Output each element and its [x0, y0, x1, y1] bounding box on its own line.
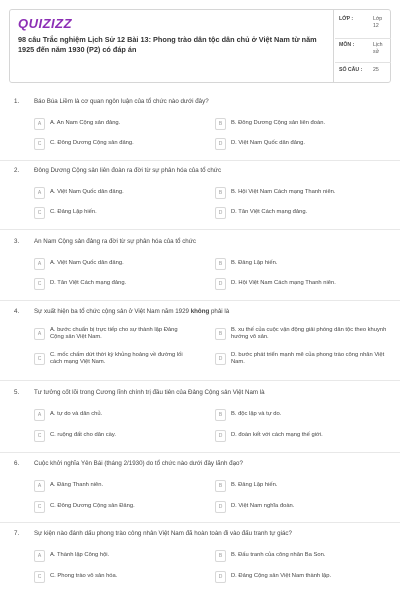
question-divider: [0, 160, 400, 161]
question-text: Cuộc khởi nghĩa Yên Bái (tháng 2/1930) do tổ chức nào dưới đây lãnh đạo?: [34, 460, 243, 467]
question-number: 6.: [14, 460, 20, 467]
question-text-emphasis: không: [190, 308, 210, 315]
option-letter: B: [215, 550, 226, 562]
option-text: A. tự do và dân chủ.: [50, 411, 103, 417]
question-text: [34, 308, 384, 315]
option-text: A. bước chuẩn bị trực tiếp cho sự thành lập Đảng Cộng sản Việt Nam.: [50, 327, 178, 341]
question-number: 1.: [14, 98, 20, 105]
option-text: B. Đảng Lập hiến.: [231, 482, 278, 488]
option-text: B. Đông Dương Cộng sản liên đoàn.: [231, 120, 326, 126]
question-text: Sự kiện nào đánh dấu phong trào công nhân Việt Nam đã hoàn toàn đi vào đấu tranh tự giác?: [34, 530, 292, 537]
subject-label: MÔN :: [339, 42, 355, 48]
option-text: D. Đảng Cộng sản Việt Nam thành lập.: [231, 573, 332, 579]
count-label: SỐ CÂU :: [339, 67, 363, 73]
option-text: B. Đảng Lập hiến.: [231, 260, 278, 266]
option-text: D. Việt Nam Quốc dân đảng.: [231, 140, 306, 146]
count-value: 25: [373, 67, 379, 73]
question-number: 2.: [14, 167, 20, 174]
quizizz-logo: QUIZIZZ: [18, 16, 73, 31]
question-number: 3.: [14, 238, 20, 245]
option-text: C. Đảng Lập hiến.: [50, 209, 97, 215]
option-letter: D: [215, 138, 226, 150]
meta-divider: [335, 62, 391, 63]
option-letter: A: [34, 187, 45, 199]
option-letter: D: [215, 278, 226, 290]
question-text: Đông Dương Cộng sản liên đoàn ra đời từ sự phân hóa của tổ chức: [34, 167, 222, 174]
option-letter: D: [215, 501, 226, 513]
option-letter: A: [34, 258, 45, 270]
option-text: A. Việt Nam Quốc dân đảng.: [50, 189, 124, 195]
option-text: D. Tân Việt Cách mạng đảng.: [231, 209, 308, 215]
grade-value: Lớp 12: [373, 16, 383, 29]
option-letter: D: [215, 430, 226, 442]
option-text: C. Phong trào vô sản hóa.: [50, 573, 118, 579]
option-letter: C: [34, 501, 45, 513]
option-letter: B: [215, 328, 226, 340]
question-divider: [0, 380, 400, 381]
option-text: C. Đông Dương Cộng sản Đảng.: [50, 503, 135, 509]
option-text: B. độc lập và tự do.: [231, 411, 282, 417]
option-letter: C: [34, 353, 45, 365]
option-letter: D: [215, 571, 226, 583]
option-text: D. Tân Việt Cách mạng đảng.: [50, 280, 127, 286]
option-letter: C: [34, 571, 45, 583]
option-letter: A: [34, 328, 45, 340]
option-letter: D: [215, 353, 226, 365]
subject-value: Lịch sử: [373, 42, 383, 55]
option-letter: C: [34, 207, 45, 219]
question-text: Tư tưởng cốt lõi trong Cương lĩnh chính trị đầu tiên của Đảng Cộng sản Việt Nam là: [34, 389, 265, 396]
option-text: D. Việt Nam nghĩa đoàn.: [231, 503, 295, 509]
header-meta: [335, 10, 391, 82]
question-divider: [0, 452, 400, 453]
question-number: 7.: [14, 530, 20, 537]
option-letter: B: [215, 187, 226, 199]
option-text: D. đoàn kết với cách mạng thế giới.: [231, 432, 323, 438]
option-letter: D: [215, 207, 226, 219]
option-letter: A: [34, 480, 45, 492]
question-text-part: phải là: [209, 308, 230, 315]
option-text: B. Đấu tranh của công nhân Ba Son.: [231, 552, 326, 558]
option-text: B. xu thế của cuộc vận động giải phóng dân tộc theo khuynh hướng vô sản.: [231, 327, 387, 341]
question-text-part: Sự xuất hiện ba tổ chức cộng sản ở Việt Nam năm 1929: [34, 308, 191, 315]
question-divider: [0, 300, 400, 301]
option-text: C. ruộng đất cho dân cày.: [50, 432, 116, 438]
grade-label: LỚP :: [339, 16, 354, 22]
option-text: C. mốc chấm dứt thời kỳ khủng hoảng về đường lối cách mạng Việt Nam.: [50, 352, 183, 366]
worksheet-header: [9, 9, 391, 83]
question-text: Báo Búa Liềm là cơ quan ngôn luận của tổ chức nào dưới đây?: [34, 98, 209, 105]
option-text: D. Hội Việt Nam Cách mạng Thanh niên.: [231, 280, 336, 286]
option-letter: B: [215, 258, 226, 270]
option-letter: C: [34, 278, 45, 290]
option-letter: A: [34, 118, 45, 130]
option-letter: B: [215, 409, 226, 421]
option-text: C. Đông Dương Cộng sản đảng.: [50, 140, 134, 146]
question-divider: [0, 522, 400, 523]
option-letter: C: [34, 430, 45, 442]
option-letter: B: [215, 118, 226, 130]
option-text: A. Thành lập Công hội.: [50, 552, 110, 558]
page-title: 98 câu Trắc nghiệm Lịch Sử 12 Bài 13: Phong trào dân tộc dân chủ ở Việt Nam từ năm 1925 đến năm 1930 (P2) có đáp án: [18, 35, 317, 54]
option-letter: C: [34, 138, 45, 150]
question-number: 5.: [14, 389, 20, 396]
header-title-area: [10, 10, 334, 82]
option-letter: B: [215, 480, 226, 492]
option-letter: A: [34, 409, 45, 421]
question-text: An Nam Cộng sản đảng ra đời từ sự phân hóa của tổ chức: [34, 238, 196, 245]
option-text: D. bước phát triển mạnh mẽ của phong trào công nhân Việt Nam.: [231, 352, 385, 366]
option-text: B. Hội Việt Nam Cách mạng Thanh niên.: [231, 189, 336, 195]
option-letter: A: [34, 550, 45, 562]
option-text: A. Việt Nam Quốc dân đảng.: [50, 260, 124, 266]
meta-divider: [335, 38, 391, 39]
question-divider: [0, 229, 400, 230]
option-text: A. An Nam Cộng sản đảng.: [50, 120, 121, 126]
option-text: A. Đảng Thanh niên.: [50, 482, 104, 488]
question-number: 4.: [14, 308, 20, 315]
